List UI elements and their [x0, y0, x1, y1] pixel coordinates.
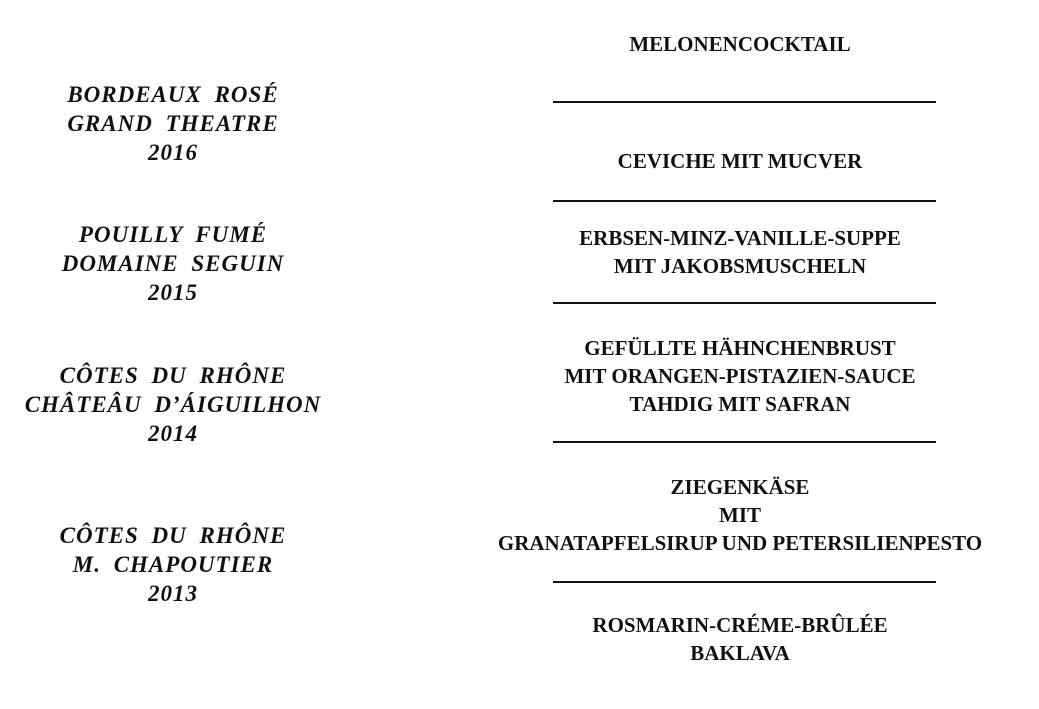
course-line: GRANATAPFELSIRUP UND PETERSILIENPESTO: [497, 531, 983, 555]
course-2: [440, 147, 1039, 175]
wine-vintage: 2016: [148, 140, 198, 165]
course-3: [440, 224, 1039, 280]
course-6: [440, 611, 1039, 667]
course-line: MELONENCOCKTAIL: [629, 32, 851, 56]
course-line: MIT JAKOBSMUSCHELN: [613, 254, 867, 278]
divider: [553, 581, 936, 583]
wine-name: POUILLY FUMÉ: [78, 222, 268, 247]
divider: [553, 101, 936, 103]
divider: [553, 441, 936, 443]
wine-name: CÔTES DU RHÔNE: [59, 363, 287, 388]
wine-producer: GRAND THEATRE: [67, 111, 279, 136]
wine-pairing-4: [0, 521, 346, 608]
wine-name: BORDEAUX ROSÉ: [67, 82, 279, 107]
divider: [553, 200, 936, 202]
divider: [553, 302, 936, 304]
course-line: MIT: [719, 503, 761, 527]
course-line: ROSMARIN-CRÉME-BRÛLÉE: [592, 613, 888, 637]
course-line: ERBSEN-MINZ-VANILLE-SUPPE: [579, 226, 901, 250]
wine-producer: DOMAINE SEGUIN: [61, 251, 285, 276]
wine-pairing-3: [0, 361, 346, 448]
course-5: [440, 473, 1039, 557]
wine-producer: CHÂTEÂU D’ÁIGUILHON: [24, 392, 322, 417]
course-line: MIT ORANGEN-PISTAZIEN-SAUCE: [564, 364, 916, 388]
course-line: GEFÜLLTE HÄHNCHENBRUST: [584, 336, 896, 360]
wine-pairing-1: [0, 80, 346, 167]
course-line: ZIEGENKÄSE: [670, 475, 810, 499]
wine-pairing-2: [0, 220, 346, 307]
wine-name: CÔTES DU RHÔNE: [59, 523, 287, 548]
course-4: [440, 334, 1039, 418]
course-line: TAHDIG MIT SAFRAN: [629, 392, 851, 416]
course-line: BAKLAVA: [690, 641, 790, 665]
wine-vintage: 2014: [148, 421, 198, 446]
wine-vintage: 2015: [148, 280, 198, 305]
wine-vintage: 2013: [148, 581, 198, 606]
wine-producer: M. CHAPOUTIER: [72, 552, 274, 577]
course-1: [440, 30, 1039, 58]
course-line: CEVICHE MIT MUCVER: [617, 149, 863, 173]
